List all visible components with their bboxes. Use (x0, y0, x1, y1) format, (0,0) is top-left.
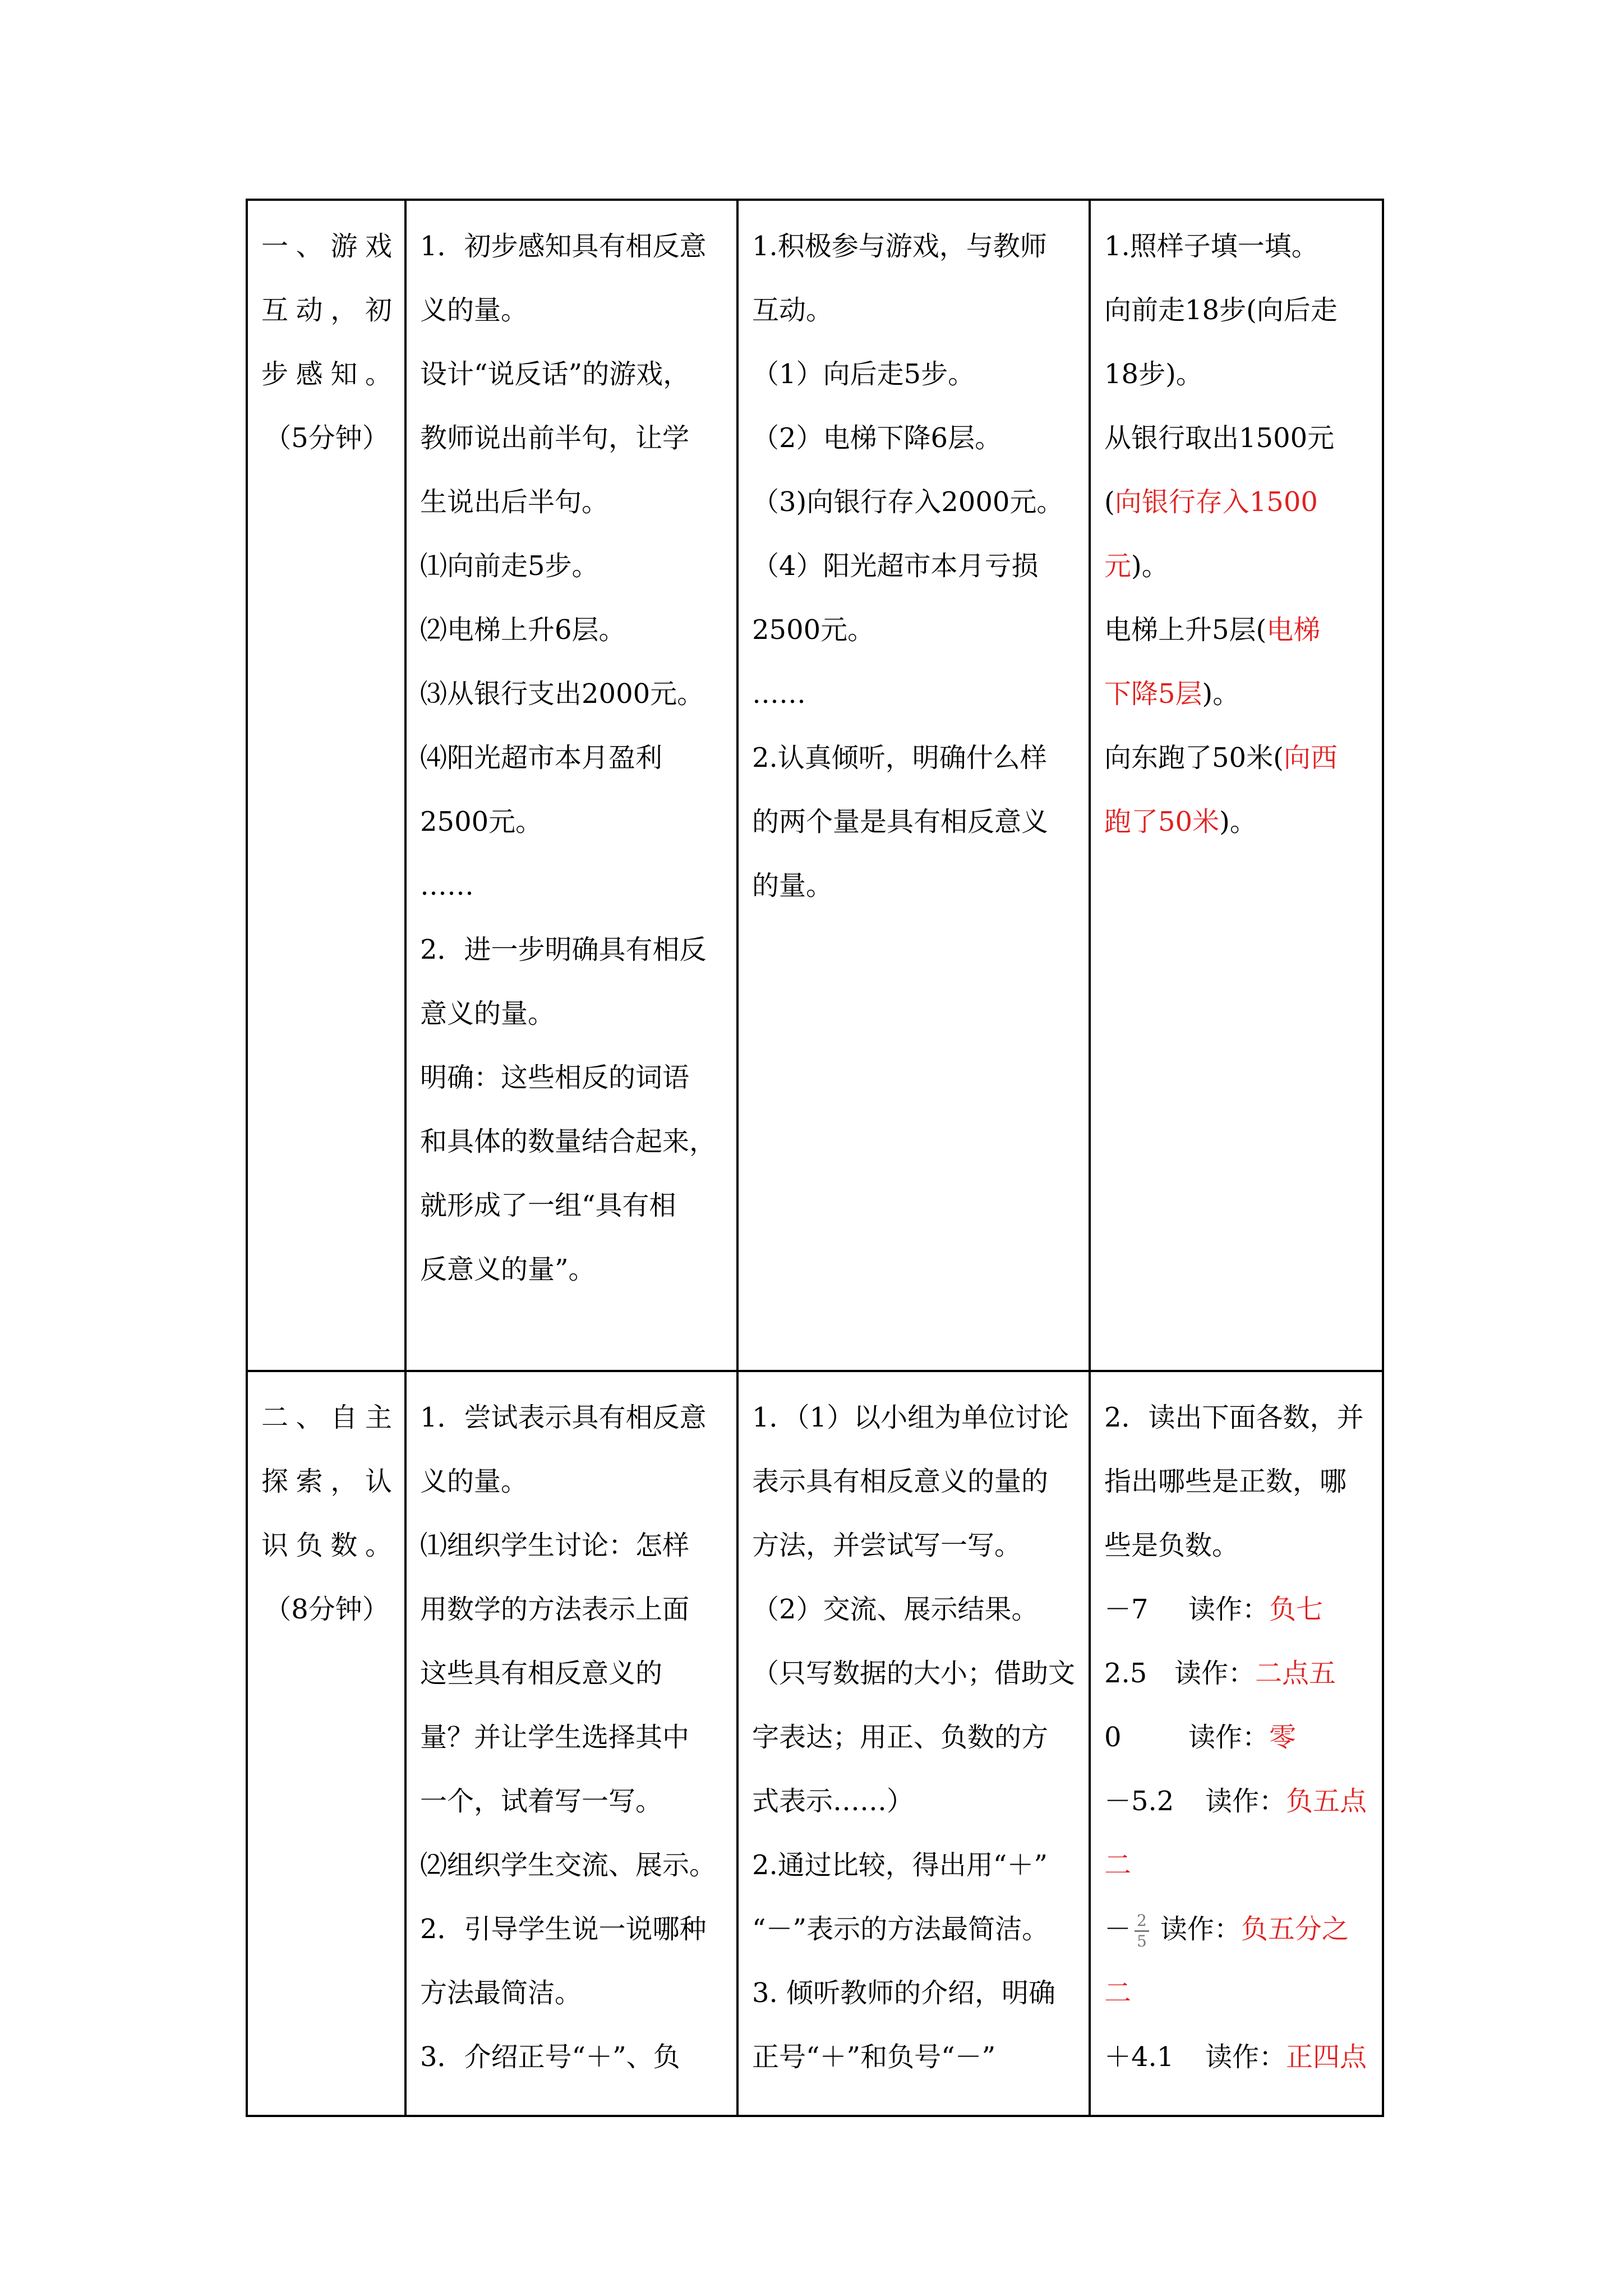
number-value: 0 (1104, 1722, 1122, 1753)
sign: － (1104, 1913, 1132, 1945)
text-line: 互动。 (752, 295, 833, 326)
text-line: …… (752, 678, 806, 710)
text-line: 2500元。 (752, 614, 875, 646)
text-line: 2．读出下面各数，并 (1104, 1402, 1364, 1433)
prompt-text: 电梯上升5层( (1104, 614, 1267, 646)
text-line (1104, 534, 1370, 598)
stage-line: 互动，初 (261, 295, 392, 326)
text-line: （只写数据的大小；借助文 (752, 1658, 1076, 1689)
answer-text: 跑了50米 (1104, 806, 1220, 838)
text-line: 和具体的数量结合起来， (420, 1126, 717, 1157)
stage-line: （5分钟） (264, 422, 389, 454)
read-label: 读作： (1188, 1722, 1270, 1753)
read-label: 读作： (1188, 1594, 1270, 1625)
text-line: 1．初步感知具有相反意 (420, 231, 707, 262)
text-line: 指出哪些是正数，哪 (1104, 1466, 1347, 1497)
stage-line: 探索，认 (261, 1466, 392, 1497)
text-line: “－”表示的方法最简洁。 (752, 1913, 1049, 1945)
teacher-activity-cell (405, 200, 737, 1371)
text-line: ⑴向前走5步。 (420, 550, 599, 582)
text-line: 2500元。 (420, 806, 543, 838)
number-value: ＋4.1 (1104, 2041, 1174, 2073)
answer-text: 负五分之 (1241, 1913, 1349, 1945)
text-line: 量？并让学生选择其中 (420, 1722, 690, 1753)
exercise-cell (1090, 200, 1383, 1371)
text-line: 方法，并尝试写一写。 (752, 1530, 1022, 1561)
text-line: 正号“＋”和负号“－” (752, 2041, 996, 2073)
bracket-text: )。 (1219, 806, 1257, 838)
text-line: 2.通过比较，得出用“＋” (752, 1849, 1048, 1881)
answer-text: 正四点 (1286, 2041, 1367, 2073)
text-line: 18步)。 (1104, 358, 1203, 390)
fraction-numerator: 2 (1135, 1911, 1149, 1932)
number-line (1104, 1769, 1370, 1833)
text-line: 从银行取出1500元 (1104, 422, 1335, 454)
answer-text: 电梯 (1266, 614, 1321, 646)
text-line: （2）电梯下降6层。 (752, 422, 1002, 454)
answer-text: 负五点 (1286, 1786, 1367, 1817)
text-line: 的量。 (752, 870, 833, 901)
text-line: 教师说出前半句，让学 (420, 422, 690, 454)
stage-cell (247, 1371, 405, 2116)
answer-text: 下降5层 (1104, 678, 1202, 710)
text-line: 2．引导学生说一说哪种 (420, 1913, 707, 1945)
text-line: ⑷阳光超市本月盈利 (420, 742, 663, 774)
text-line: 生说出后半句。 (420, 486, 609, 518)
bracket-text: )。 (1202, 678, 1240, 710)
student-activity-cell (737, 1371, 1090, 2116)
lesson-plan-table (246, 199, 1384, 2117)
answer-text: 向西 (1283, 742, 1338, 774)
fraction-denominator: 5 (1137, 1932, 1147, 1950)
answer-text: 二点五 (1255, 1658, 1336, 1689)
text-line: 1.照样子填一填。 (1104, 231, 1318, 262)
text-line: （4）阳光超市本月亏损 (752, 550, 1039, 582)
number-line (1104, 1577, 1370, 1641)
read-label: 读作： (1174, 1658, 1256, 1689)
text-line: 1．尝试表示具有相反意 (420, 1402, 707, 1433)
answer-text: 零 (1269, 1722, 1297, 1753)
stage-line: （8分钟） (264, 1594, 389, 1625)
text-line: 1．（1）以小组为单位讨论 (752, 1402, 1069, 1433)
stage-line: 步感知。 (261, 358, 392, 390)
text-line: 3. 倾听教师的介绍，明确 (752, 1977, 1056, 2009)
number-line (1104, 1641, 1370, 1705)
text-line: 1.积极参与游戏，与教师 (752, 231, 1047, 262)
text-line: 一个，试着写一写。 (420, 1786, 663, 1817)
text-line (1104, 790, 1370, 854)
text-line: 明确：这些相反的词语 (420, 1062, 690, 1093)
text-line: （1）向后走5步。 (752, 358, 975, 390)
text-line: 反意义的量”。 (420, 1254, 596, 1285)
stage-line: 一、游戏 (261, 231, 392, 262)
stage-line: 二、自主 (261, 1402, 392, 1433)
stage-line: 识负数。 (261, 1530, 392, 1561)
text-line: 就形成了一组“具有相 (420, 1190, 676, 1221)
fraction (1135, 1911, 1149, 1951)
number-value: －5.2 (1104, 1786, 1174, 1817)
text-line: 表示具有相反意义的量的 (752, 1466, 1049, 1497)
text-line: ⑵组织学生交流、展示。 (420, 1849, 717, 1881)
table-row (247, 1371, 1383, 2116)
text-line: 义的量。 (420, 295, 528, 326)
text-line: 字表达；用正、负数的方 (752, 1722, 1049, 1753)
read-label: 读作： (1205, 1786, 1287, 1817)
exercise-cell (1090, 1371, 1383, 2116)
text-line: 方法最简洁。 (420, 1977, 582, 2009)
number-line (1104, 1705, 1370, 1769)
text-line (1104, 662, 1370, 726)
teacher-activity-cell (405, 1371, 737, 2116)
bracket-text: )。 (1131, 550, 1169, 582)
text-line: 些是负数。 (1104, 1530, 1239, 1561)
text-line: 向前走18步(向后走 (1104, 295, 1338, 326)
text-line: 3．介绍正号“＋”、负 (420, 2041, 680, 2073)
answer-text: 向银行存入1500 (1114, 486, 1318, 518)
text-line (1104, 470, 1370, 534)
stage-cell (247, 200, 405, 1371)
answer-text: 负七 (1269, 1594, 1324, 1625)
number-line (1104, 2025, 1370, 2089)
bracket-text: ( (1104, 486, 1115, 518)
text-line: 2．进一步明确具有相反 (420, 934, 707, 965)
text-line (1104, 598, 1370, 662)
read-label: 读作： (1160, 1913, 1241, 1945)
text-line: 2.认真倾听，明确什么样 (752, 742, 1047, 774)
read-label: 读作： (1205, 2041, 1287, 2073)
student-activity-cell (737, 200, 1090, 1371)
text-line: （3)向银行存入2000元。 (752, 486, 1064, 518)
text-line: ⑶从银行支出2000元。 (420, 678, 704, 710)
text-line: 式表示……） (752, 1786, 914, 1817)
text-line: ⑵电梯上升6层。 (420, 614, 626, 646)
text-line: 用数学的方法表示上面 (420, 1594, 690, 1625)
answer-text: 元 (1104, 550, 1132, 582)
text-line: ⑴组织学生讨论：怎样 (420, 1530, 690, 1561)
answer-text: 二 (1104, 1977, 1132, 2009)
text-line: （2）交流、展示结果。 (752, 1594, 1039, 1625)
text-line: 设计“说反话”的游戏， (420, 358, 690, 390)
number-value: －7 (1104, 1594, 1149, 1625)
text-line: 义的量。 (420, 1466, 528, 1497)
text-line: 这些具有相反意义的 (420, 1658, 663, 1689)
prompt-text: 向东跑了50米( (1104, 742, 1284, 774)
answer-text: 二 (1104, 1849, 1132, 1881)
number-line (1104, 1897, 1370, 1961)
text-line: …… (420, 870, 474, 901)
text-line: 意义的量。 (420, 998, 555, 1029)
text-line: 的两个量是具有相反意义 (752, 806, 1049, 838)
table-row (247, 200, 1383, 1371)
number-value: 2.5 (1104, 1658, 1147, 1689)
text-line (1104, 726, 1370, 790)
